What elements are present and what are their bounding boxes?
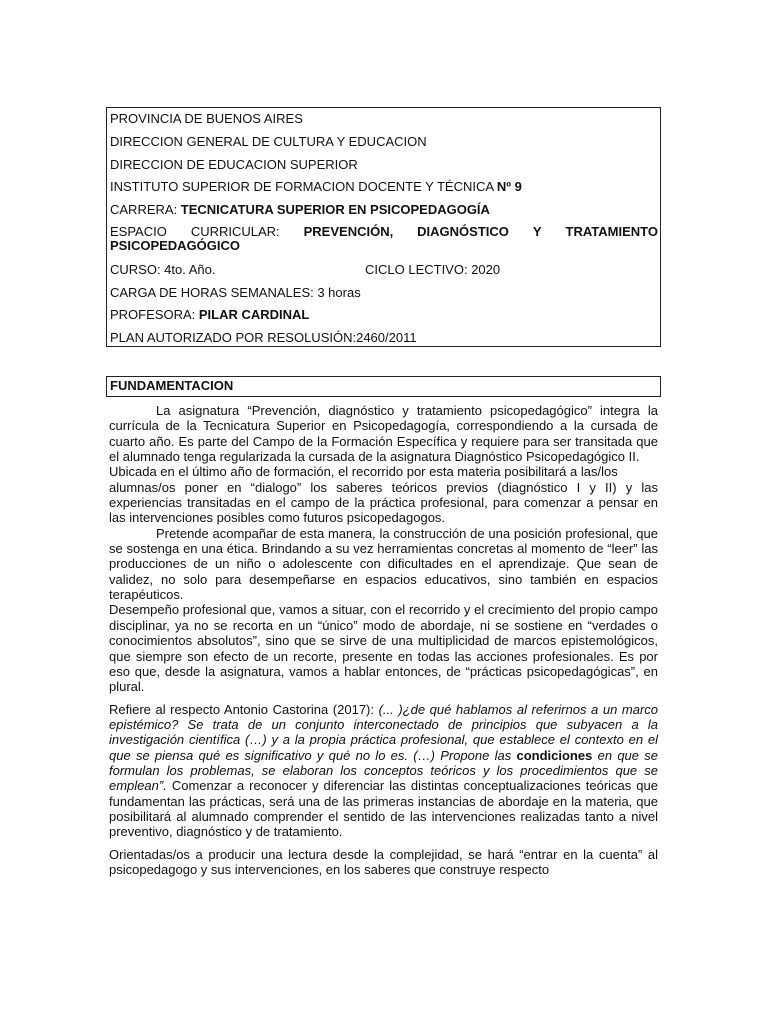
paragraph-2: Ubicada en el último año de formación, el recorrido por esta materia posibilitará a las/los bbox=[109, 464, 618, 480]
direccion-general-line: DIRECCION GENERAL DE CULTURA Y EDUCACION bbox=[110, 134, 427, 149]
paragraph-1: La asignatura “Prevención, diagnóstico y tratamiento psicopedagógico” integra la currícula de la Tecnicatura Superior en Psicopedagogía, correspondiendo a la cursada de cuarto año. Es parte del Campo de la Formación Específica y requiere para ser transitada que el alumnado tenga regularizada la cursada de la asignatura Diagnóstico Psicopedagógico II. bbox=[109, 403, 658, 465]
paragraph-6-rest: Comenzar a reconocer y diferenciar las distintas conceptualizaciones teóricas que fundamentan las prácticas, será una de las primeras instancias de abordaje en la materia, que posibilitará al alumnado comprender el sentido de las intervenciones realizadas tanto a nivel preventivo, diagnóstico y de tratamiento. bbox=[109, 778, 658, 840]
fundamentacion-heading-box bbox=[106, 376, 661, 397]
profesora-value: PILAR CARDINAL bbox=[198, 307, 310, 322]
espacio-value-word-2: DIAGNÓSTICO bbox=[417, 224, 509, 239]
castorina-quote-part-2: en que se formulan los problemas, se elaboran los conceptos teóricos y los procedimientos que se emplean”. bbox=[109, 747, 658, 794]
direccion-superior-line: DIRECCION DE EDUCACION SUPERIOR bbox=[110, 157, 358, 172]
plan-line: PLAN AUTORIZADO POR RESOLUSIÓN:2460/2011 bbox=[110, 330, 417, 345]
instituto-label: INSTITUTO SUPERIOR DE FORMACION DOCENTE Y TÉCNICA bbox=[110, 179, 497, 194]
header-table bbox=[106, 107, 661, 347]
profesora-label: PROFESORA: bbox=[110, 307, 199, 322]
carga-horaria-line: CARGA DE HORAS SEMANALES: 3 horas bbox=[110, 285, 361, 300]
espacio-line-2 bbox=[110, 239, 240, 253]
paragraph-7: Orientadas/os a producir una lectura desde la complejidad, se hará “entrar en la cuenta” al psicopedagogo y sus intervenciones, en los saberes que construye respecto bbox=[109, 846, 658, 877]
espacio-label-word-1: ESPACIO bbox=[110, 224, 167, 239]
castorina-quote-bold: condiciones bbox=[516, 747, 593, 763]
espacio-value-word-5: PSICOPEDAGÓGICO bbox=[110, 238, 241, 253]
espacio-value-word-4: TRATAMIENTO bbox=[565, 224, 658, 239]
paragraph-6 bbox=[109, 702, 658, 840]
fundamentacion-title: FUNDAMENTACION bbox=[110, 378, 234, 393]
castorina-intro: Refiere al respecto Antonio Castorina (2017): bbox=[109, 701, 379, 717]
espacio-value-word-3: Y bbox=[532, 224, 542, 239]
province-line: PROVINCIA DE BUENOS AIRES bbox=[110, 111, 303, 126]
espacio-label-word-2: CURRICULAR: bbox=[190, 224, 280, 239]
paragraph-5: Desempeño profesional que, vamos a situar, con el recorrido y el crecimiento del propio campo disciplinar, ya no se recorta en un “único” modo de abordaje, ni se sostiene en “verdades o conocimientos absolutos”, sino que se sirve de una multiplicidad de marcos epistemológicos, que siempre son efecto de un recorte, presente en todas las acciones profesionales. Es por eso que, desde la asignatura, vamos a hablar entonces, de “prácticas psicopedagógicas”, en plural. bbox=[109, 602, 658, 695]
paragraph-3: alumnas/os poner en “dialogo” los saberes teóricos previos (diagnóstico I y II) y las experiencias transitadas en el campo de la práctica profesional, para comenzar a pensar en las intervenciones posibles como futuros psicopedagogos. bbox=[109, 479, 658, 526]
instituto-number: Nº 9 bbox=[496, 179, 522, 194]
instituto-line bbox=[110, 180, 522, 194]
carrera-line bbox=[110, 203, 490, 217]
curso-line: CURSO: 4to. Año. bbox=[110, 262, 216, 277]
castorina-quote-part-1: (... )¿de qué hablamos al referirnos a un marco epistémico? Se trata de un conjunto interconectado de principios que subyacen a la investigación científica (…) y a la propia práctica profesional, que establece el contexto en el que se piensa qué es significativo y qué no lo es. (…) Propone las bbox=[109, 701, 658, 763]
fundamentacion-body bbox=[109, 403, 658, 877]
ciclo-lectivo: CICLO LECTIVO: 2020 bbox=[365, 262, 501, 277]
carrera-label: CARRERA: bbox=[110, 202, 181, 217]
paragraph-4: Pretende acompañar de esta manera, la construcción de una posición profesional, que se sostenga en una ética. Brindando a su vez herramientas concretas al momento de “leer” las producciones de un niño o adolescente con dificultades en el aprendizaje. Que sean de validez, no solo para desempeñarse en espacios educativos, sino también en espacios terapéuticos. bbox=[109, 525, 658, 603]
espacio-value-word-1: PREVENCIÓN, bbox=[303, 224, 394, 239]
espacio-line bbox=[110, 225, 658, 239]
carrera-value: TECNICATURA SUPERIOR EN PSICOPEDAGOGÍA bbox=[180, 202, 490, 217]
profesora-line bbox=[110, 308, 309, 322]
